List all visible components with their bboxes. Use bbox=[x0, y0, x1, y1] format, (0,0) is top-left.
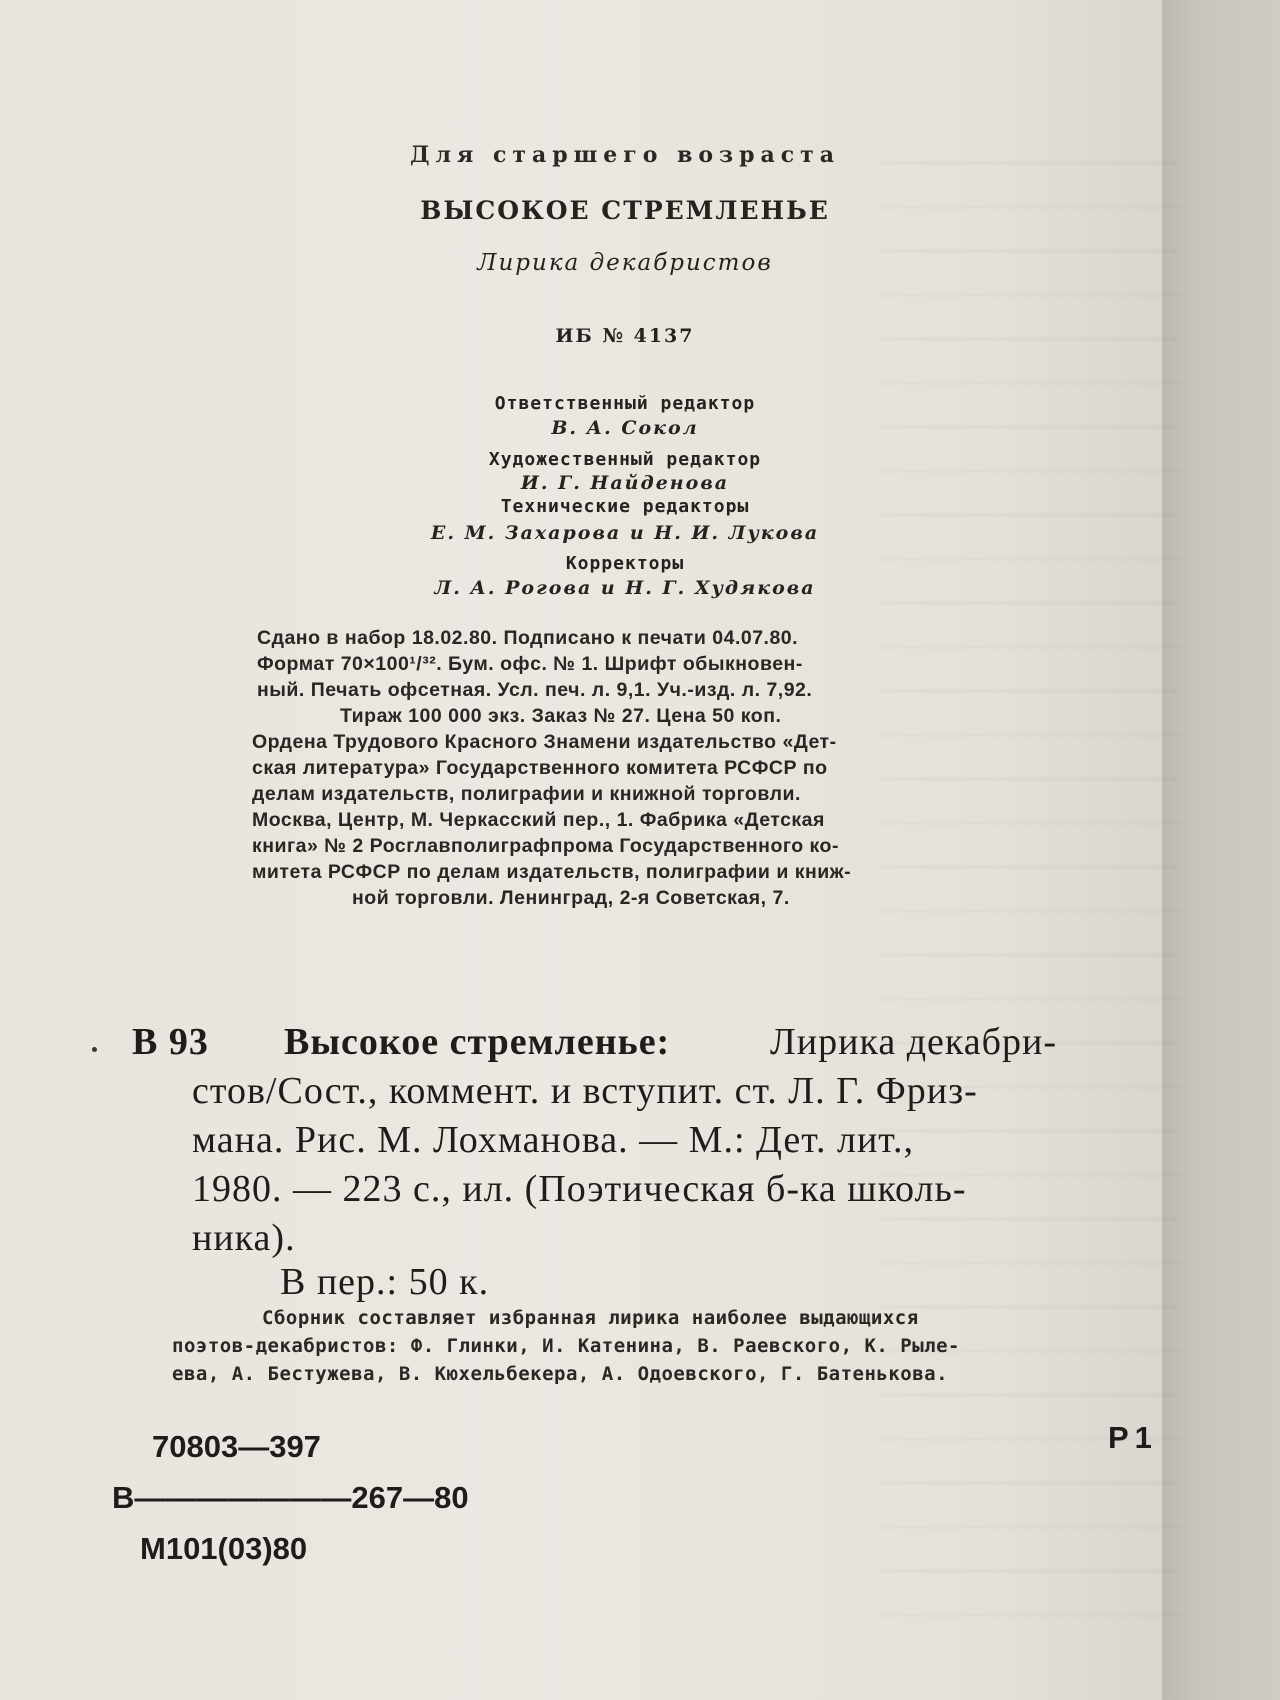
series-code: М101(03)80 bbox=[140, 1531, 308, 1566]
imprint-line: ный. Печать офсетная. Усл. печ. л. 9,1. Уч.-изд. л. 7,92. bbox=[257, 679, 813, 701]
annotation-line: Сборник составляет избранная лирика наиболее выдающихся bbox=[262, 1307, 919, 1329]
catalog-line: Лирика декабри- bbox=[770, 1021, 1057, 1063]
catalog-line: 1980. — 223 с., ил. (Поэтическая б-ка школь- bbox=[192, 1168, 967, 1210]
imprint-line: Москва, Центр, М. Черкасский пер., 1. Фабрика «Детская bbox=[252, 809, 825, 831]
bbk-code: 70803—397 bbox=[152, 1429, 321, 1464]
imprint-line: Тираж 100 000 экз. Заказ № 27. Цена 50 коп. bbox=[340, 705, 782, 727]
book-subtitle: Лирика декабристов bbox=[477, 250, 773, 276]
responsible-editor-name: В. А. Сокол bbox=[551, 417, 699, 439]
classifier-code: Р1 bbox=[1108, 1420, 1158, 1455]
proofreaders-label: Корректоры bbox=[565, 553, 685, 574]
publisher-code: В———————267—80 bbox=[112, 1480, 469, 1515]
book-title: ВЫСОКОЕ СТРЕМЛЕНЬЕ bbox=[420, 196, 830, 225]
art-editor-label: Художественный редактор bbox=[488, 449, 762, 470]
imprint-line: делам издательств, полиграфии и книжной торговли. bbox=[252, 783, 801, 805]
art-editor-name: И. Г. Найденова bbox=[520, 472, 730, 494]
imprint-line: митета РСФСР по делам издательств, полиграфии и книж- bbox=[252, 861, 852, 883]
annotation-line: поэтов-декабристов: Ф. Глинки, И. Катенина, В. Раевского, К. Рыле- bbox=[172, 1335, 960, 1357]
imprint-line: Сдано в набор 18.02.80. Подписано к печати 04.07.80. bbox=[257, 627, 799, 649]
catalog-price: В пер.: 50 к. bbox=[280, 1261, 490, 1303]
imprint-line: Ордена Трудового Красного Знамени издательство «Дет- bbox=[252, 731, 837, 753]
catalog-title: Высокое стремленье: bbox=[284, 1021, 671, 1063]
age-note: Для старшего возраста bbox=[409, 142, 841, 168]
catalog-line: мана. Рис. М. Лохманова. — М.: Дет. лит., bbox=[192, 1119, 915, 1161]
annotation-line: ева, А. Бестужева, В. Кюхельбекера, А. Одоевского, Г. Батенькова. bbox=[172, 1363, 949, 1385]
catalog-line: стов/Сост., коммент. и вступит. ст. Л. Г. Фриз- bbox=[192, 1070, 978, 1112]
imprint-line: Формат 70×100¹/³². Бум. офс. № 1. Шрифт обыкновен- bbox=[257, 653, 803, 675]
catalog-index: В 93 bbox=[132, 1021, 209, 1063]
catalog-line: ника). bbox=[192, 1217, 296, 1259]
tech-editors-names: Е. М. Захарова и Н. И. Лукова bbox=[430, 522, 820, 544]
imprint-line: ной торговли. Ленинград, 2-я Советская, 7. bbox=[352, 887, 790, 909]
tech-editors-label: Технические редакторы bbox=[500, 496, 750, 517]
responsible-editor-label: Ответственный редактор bbox=[494, 393, 756, 414]
proofreaders-names: Л. А. Рогова и Н. Г. Худякова bbox=[434, 577, 816, 599]
stray-dot bbox=[92, 1047, 97, 1052]
imprint-line: ская литература» Государственного комитета РСФСР по bbox=[252, 757, 828, 779]
imprint-line: книга» № 2 Росглавполиграфпрома Государственного ко- bbox=[252, 835, 839, 857]
ib-number: ИБ № 4137 bbox=[555, 325, 695, 347]
